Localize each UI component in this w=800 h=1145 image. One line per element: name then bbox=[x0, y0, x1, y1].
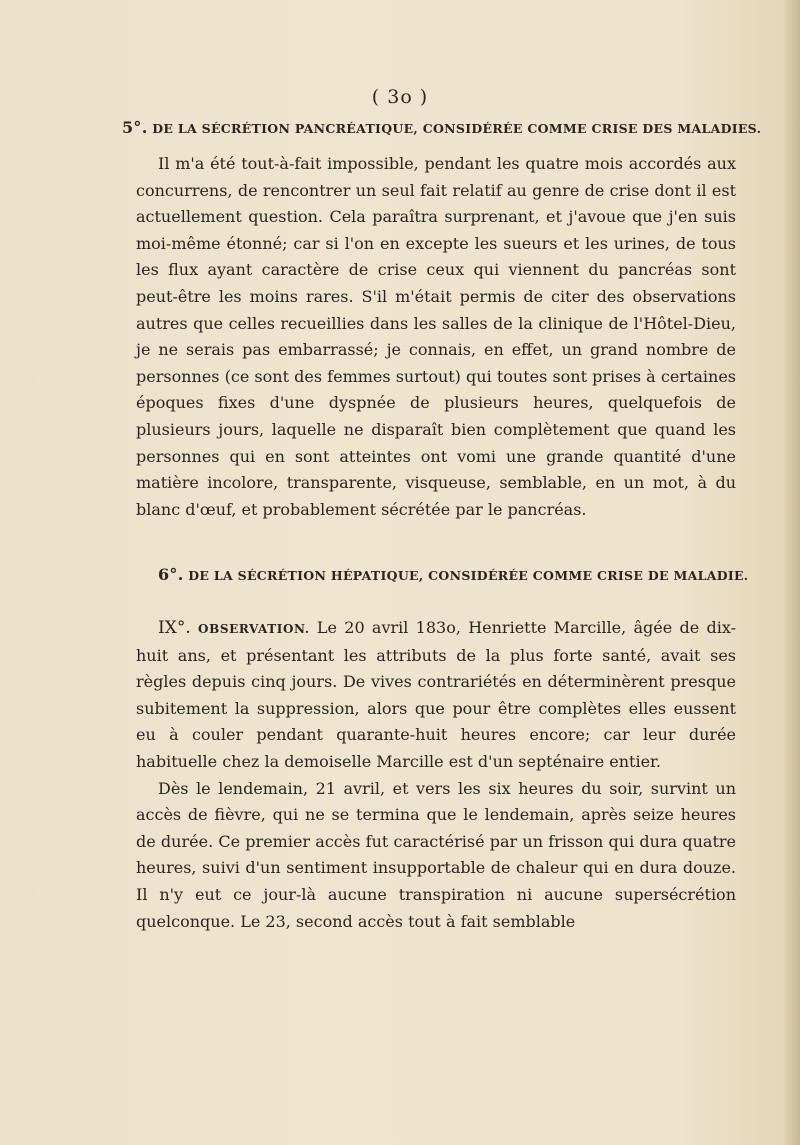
observation-body bbox=[136, 615, 736, 935]
section-5-number: 5°. bbox=[122, 118, 148, 137]
section-5-paragraph: Il m'a été tout-à-fait impossible, pendant les quatre mois accordés aux concurrens, de rencontrer un seul fait relatif au genre de crise dont il est actuellement question. Cela paraîtra surprenant, et j'avoue que j'en suis moi-même étonné; car si l'on en excepte les sueurs et les urines, de tous les flux ayant caractère de crise ceux qui viennent du pancréas sont peut-être les moins rares. S'il m'était permis de citer des observations autres que celles recueillies dans les salles de la clinique de l'Hôtel-Dieu, je ne serais pas embarrassé; je connais, en effet, un grand nombre de personnes (ce sont des femmes surtout) qui toutes sont prises à certaines époques fixes d'une dyspnée de plusieurs heures, quelquefois de plusieurs jours, laquelle ne disparaît bien complètement que quand les personnes qui en sont atteintes ont vomi une grande quantité d'une matière incolore, transparente, visqueuse, semblable, en un mot, à du blanc d'œuf, et probablement sécrétée par le pancréas. bbox=[136, 154, 736, 519]
observation-number: IX°. bbox=[158, 618, 191, 638]
observation-paragraph-1 bbox=[136, 615, 736, 776]
section-6-heading-wrap bbox=[158, 565, 778, 584]
page-edge-shadow bbox=[782, 0, 800, 1145]
observation-text-1: Le 20 avril 183o, Henriette Marcille, âgée de dix-huit ans, et présentant les attributs de la plus forte santé, avait ses règles depuis cinq jours. De vives contrariétés en déterminèrent presque subitement la suppression, alors que pour être complètes elles eussent eu à couler pendant quarante-huit heures encore; car leur durée habituelle chez la demoiselle Marcille est d'un septénaire entier. bbox=[136, 618, 737, 771]
section-6-number: 6°. bbox=[158, 565, 184, 584]
section-5-title: DE LA SÉCRÉTION PANCRÉATIQUE, CONSIDÉRÉE COMME CRISE DES MALADIES. bbox=[152, 121, 762, 136]
section-6-heading bbox=[158, 565, 778, 584]
observation-label: OBSERVATION. bbox=[198, 622, 310, 636]
section-5-body bbox=[136, 151, 736, 523]
section-5-heading-wrap bbox=[122, 118, 782, 137]
page-number: ( 3o ) bbox=[371, 86, 429, 108]
observation-paragraph-2: Dès le lendemain, 21 avril, et vers les six heures du soir, survint un accès de fièvre, qui ne se termina que le lendemain, après seize heures de durée. Ce premier accès fut caractérisé par un frisson qui dura quatre heures, suivi d'un sentiment insupportable de chaleur qui en dura douze. Il n'y eut ce jour-là aucune transpiration ni aucune supersécrétion quelconque. Le 23, second accès tout à fait semblable bbox=[136, 778, 736, 931]
section-5-heading bbox=[122, 118, 782, 137]
section-6-title: DE LA SÉCRÉTION HÉPATIQUE, CONSIDÉRÉE COMME CRISE DE MALADIE. bbox=[188, 568, 749, 583]
